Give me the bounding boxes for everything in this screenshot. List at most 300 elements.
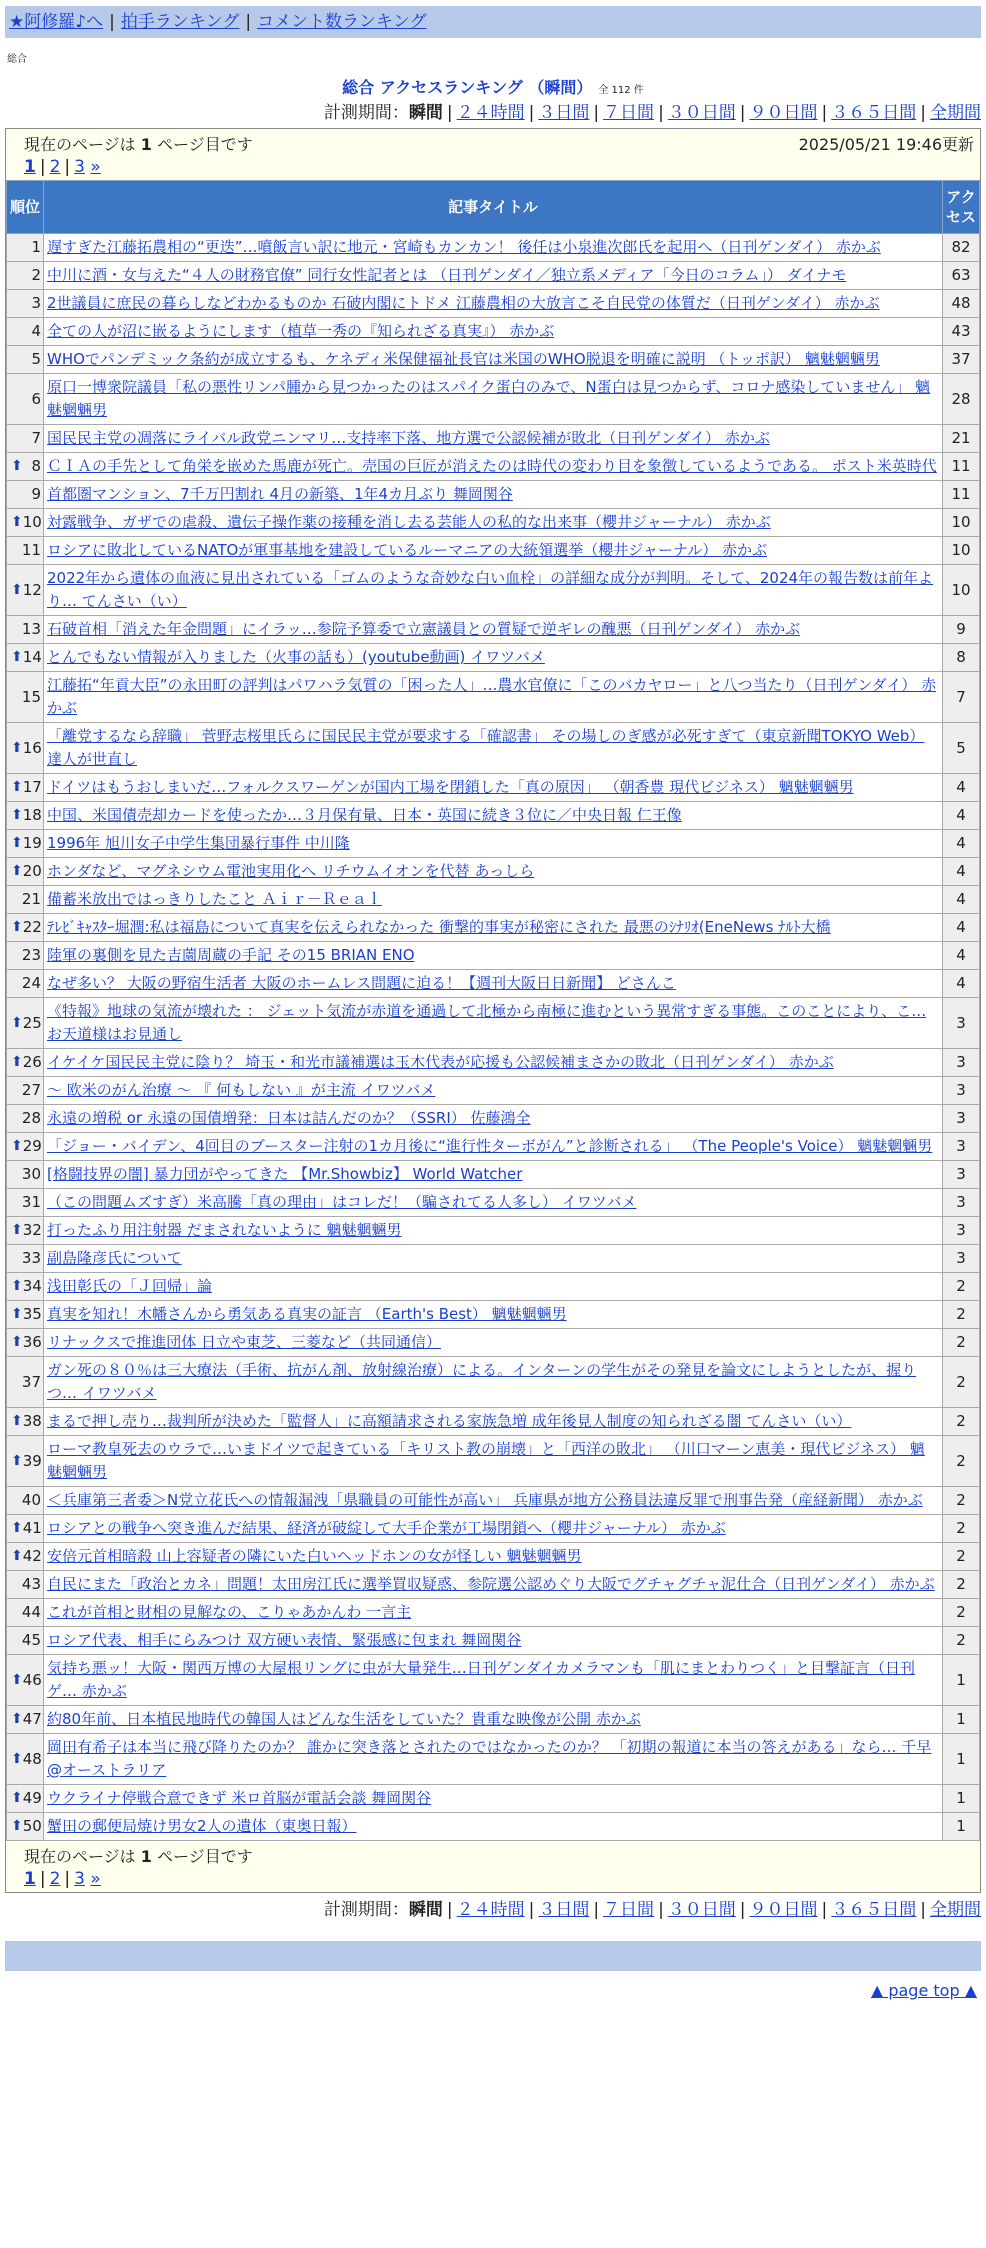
title-cell — [44, 802, 943, 830]
rank-cell — [7, 1133, 44, 1161]
rank-cell — [7, 616, 44, 644]
rank-up-arrow-icon: ⬆ — [11, 514, 23, 530]
article-link[interactable]: 「離党するなら辞職」 菅野志桜里氏らに国民民主党が要求する「確認書」 その場しのぎ感が必死すぎて（東京新聞TOKYO Web） 達人が世直し — [47, 727, 925, 768]
rank-number: 7 — [31, 429, 41, 447]
table-row — [7, 998, 980, 1049]
access-count: 21 — [943, 425, 980, 453]
period-link-3[interactable]: ３０日間 — [667, 103, 736, 123]
access-count: 1 — [943, 1706, 980, 1734]
table-row — [7, 616, 980, 644]
page-heading — [5, 75, 981, 98]
rank-cell — [7, 1515, 44, 1543]
nav-link-comment-ranking[interactable]: コメント数ランキング — [257, 12, 427, 32]
col-title-header: 記事タイトル — [44, 181, 943, 234]
rank-cell — [7, 1217, 44, 1245]
access-count: 11 — [943, 453, 980, 481]
title-cell — [44, 1813, 943, 1841]
access-count: 4 — [943, 970, 980, 998]
period-link-1[interactable]: ３日間 — [538, 103, 590, 123]
period-link-4[interactable]: ９０日間 — [749, 103, 818, 123]
access-count: 2 — [943, 1543, 980, 1571]
title-cell — [44, 1436, 943, 1487]
rank-number: 32 — [22, 1221, 42, 1239]
pagination — [24, 157, 972, 177]
rank-number: 44 — [21, 1603, 41, 1621]
title-cell — [44, 318, 943, 346]
title-cell — [44, 1627, 943, 1655]
table-row — [7, 1734, 980, 1785]
article-link[interactable]: 首都圏マンション、7千万円割れ 4月の新築、1年4カ月ぶり 舞岡関谷 — [47, 485, 513, 503]
access-count: 4 — [943, 942, 980, 970]
article-link[interactable]: 全ての人が沼に嵌るようにします（植草一秀の『知られざる真実』） 赤かぶ — [47, 322, 555, 340]
access-count: 2 — [943, 1408, 980, 1436]
article-link[interactable]: 対露戦争、ガザでの虐殺、遺伝子操作薬の接種を消し去る芸能人の私的な出来事（櫻井ジャーナル） 赤かぶ — [47, 513, 771, 531]
rank-number: 17 — [22, 778, 42, 796]
page — [5, 0, 981, 2000]
table-row — [7, 1189, 980, 1217]
rank-up-arrow-icon: ⬆ — [11, 1413, 23, 1429]
table-row — [7, 830, 980, 858]
rank-cell — [7, 1813, 44, 1841]
current-page-text: 現在のページは 1 ページ目です — [24, 135, 253, 154]
title-cell — [44, 374, 943, 425]
separator: | — [528, 1900, 535, 1920]
table-row — [7, 1245, 980, 1273]
rank-number: 12 — [22, 580, 42, 599]
rank-cell — [7, 234, 44, 262]
article-link[interactable]: 江藤拓“年貢大臣”の永田町の評判はパワハラ気質の「困った人」…農水官僚に「このバカヤロー」と八つ当たり（日刊ゲンダイ） 赤かぶ — [47, 676, 937, 717]
rank-number: 9 — [31, 485, 41, 503]
article-link[interactable]: ～ 欧米のがん治療 ～ 『 何もしない 』が主流 イワツバメ — [47, 1081, 436, 1099]
rank-up-arrow-icon: ⬆ — [11, 649, 23, 665]
rank-number: 37 — [21, 1372, 41, 1391]
title-cell — [44, 346, 943, 374]
rank-number: 26 — [22, 1053, 42, 1071]
article-link[interactable]: なぜ多い？ 大阪の野宿生活者 大阪のホームレス問題に迫る！【週刊大阪日日新聞】 どさんこ — [47, 974, 676, 992]
rank-up-arrow-icon: ⬆ — [11, 739, 23, 756]
title-cell — [44, 1245, 943, 1273]
access-count: 82 — [943, 234, 980, 262]
page-link-3-bottom[interactable]: 3 — [74, 1869, 85, 1889]
article-link[interactable]: 2022年から遺体の血液に見出されている「ゴムのような奇妙な白い血栓」の詳細な成分が判明。そして、2024年の報告数は前年より… てんさい（い） — [47, 569, 934, 610]
access-count: 4 — [943, 858, 980, 886]
table-row — [7, 774, 980, 802]
rank-cell — [7, 425, 44, 453]
title-cell — [44, 565, 943, 616]
separator: | — [446, 103, 453, 123]
separator: | — [39, 157, 46, 177]
title-cell — [44, 234, 943, 262]
title-cell — [44, 1329, 943, 1357]
rank-cell — [7, 672, 44, 723]
rank-number: 16 — [22, 738, 42, 757]
rank-up-arrow-icon: ⬆ — [11, 1818, 23, 1834]
title-cell — [44, 830, 943, 858]
rank-cell — [7, 481, 44, 509]
title-cell — [44, 481, 943, 509]
page-link-1-bottom[interactable]: 1 — [24, 1869, 36, 1889]
article-link[interactable]: WHOでパンデミック条約が成立するも、ケネディ米保健福祉長官は米国のWHO脱退を明確に説明 （トッポ訳） 魑魅魍魎男 — [47, 350, 880, 368]
article-link[interactable]: ロシア代表、相手にらみつけ 双方硬い表情、緊張感に包まれ 舞岡関谷 — [47, 1631, 522, 1649]
rank-cell — [7, 830, 44, 858]
title-cell — [44, 914, 943, 942]
rank-cell — [7, 1301, 44, 1329]
rank-cell — [7, 644, 44, 672]
access-count: 3 — [943, 1217, 980, 1245]
col-rank-header: 順位 — [7, 181, 44, 234]
rank-number: 29 — [22, 1137, 42, 1155]
access-count: 8 — [943, 644, 980, 672]
article-link[interactable]: ＣＩＡの手先として角栄を嵌めた馬鹿が死亡。売国の巨匠が消えたのは時代の変わり目を象徴しているようである。 ポスト米英時代 — [47, 457, 937, 475]
title-cell — [44, 453, 943, 481]
rank-number: 13 — [21, 620, 41, 638]
title-cell — [44, 1133, 943, 1161]
table-row — [7, 1105, 980, 1133]
period-link-6[interactable]: 全期間 — [930, 103, 981, 123]
article-link[interactable]: 2世議員に庶民の暮らしなどわかるものか 石破内閣にトドメ 江藤農相の大放言こそ自民党の体質だ（日刊ゲンダイ） 赤かぶ — [47, 294, 880, 312]
title-cell — [44, 886, 943, 914]
access-count: 3 — [943, 1133, 980, 1161]
article-link[interactable]: ウクライナ停戦合意できず 米ロ首脳が電話会談 舞岡関谷 — [47, 1789, 432, 1807]
separator: | — [821, 1900, 828, 1920]
rank-up-arrow-icon: ⬆ — [11, 1306, 23, 1322]
page-top-link[interactable]: ▲ page top ▲ — [870, 1981, 977, 2000]
article-link[interactable]: これが首相と財相の見解なの、こりゃあかんわ 一言主 — [47, 1603, 412, 1621]
separator: | — [528, 103, 535, 123]
period-link-6-bottom[interactable]: 全期間 — [930, 1900, 981, 1920]
title-cell — [44, 1706, 943, 1734]
table-row — [7, 1273, 980, 1301]
rank-up-arrow-icon: ⬆ — [11, 1334, 23, 1350]
title-cell — [44, 858, 943, 886]
access-count: 5 — [943, 723, 980, 774]
rank-up-arrow-icon: ⬆ — [11, 1671, 23, 1688]
rank-up-arrow-icon: ⬆ — [11, 779, 23, 795]
title-cell — [44, 290, 943, 318]
article-link[interactable]: 中国、米国債売却カードを使ったか…３月保有量、日本・英国に続き３位に／中央日報 仁王像 — [47, 806, 682, 824]
rank-number: 6 — [31, 389, 41, 408]
title-cell — [44, 509, 943, 537]
rank-up-arrow-icon: ⬆ — [11, 1711, 23, 1727]
rank-cell — [7, 1049, 44, 1077]
title-cell — [44, 1105, 943, 1133]
title-cell — [44, 1599, 943, 1627]
access-count: 2 — [943, 1627, 980, 1655]
rank-cell — [7, 942, 44, 970]
article-link[interactable]: 岡田有希子は本当に飛び降りたのか？ 誰かに突き落とされたのではなかったのか？ 「初期の報道に本当の答えがある」なら… 千早@オーストラリア — [47, 1738, 932, 1779]
rank-cell — [7, 1655, 44, 1706]
table-row — [7, 1571, 980, 1599]
article-link[interactable]: ドイツはもうおしまいだ…フォルクスワーゲンが国内工場を閉鎖した「真の原因」 （朝香豊 現代ビジネス） 魑魅魍魎男 — [47, 778, 854, 796]
rank-number: 35 — [22, 1305, 42, 1323]
title-cell — [44, 1189, 943, 1217]
nav-link-ashura[interactable]: ★阿修羅♪へ — [9, 12, 104, 32]
access-count: 2 — [943, 1357, 980, 1408]
page-info — [6, 129, 980, 180]
separator: | — [658, 1900, 664, 1920]
title-cell — [44, 970, 943, 998]
col-access-header: アクセス — [943, 181, 980, 234]
title-cell — [44, 1543, 943, 1571]
table-row — [7, 318, 980, 346]
table-row — [7, 1515, 980, 1543]
access-count: 3 — [943, 1049, 980, 1077]
article-link[interactable]: 備蓄米放出ではっきりしたこと Ａｉｒ－Ｒｅａｌ — [47, 890, 382, 908]
table-row — [7, 886, 980, 914]
period-selector-bottom — [5, 1899, 981, 1921]
rank-cell — [7, 537, 44, 565]
article-link[interactable]: 1996年 旭川女子中学生集団暴行事件 中川隆 — [47, 834, 350, 852]
rank-number: 34 — [22, 1277, 42, 1295]
next-page-link-bottom[interactable]: » — [90, 1869, 101, 1889]
rank-cell — [7, 774, 44, 802]
access-count: 1 — [943, 1655, 980, 1706]
access-count: 2 — [943, 1436, 980, 1487]
rank-number: 11 — [21, 541, 41, 559]
rank-cell — [7, 886, 44, 914]
ranking-box — [5, 128, 981, 1893]
article-link[interactable]: 国民民主党の凋落にライバル政党ニンマリ…支持率下落、地方選で公認候補が敗北（日刊ゲンダイ） 赤かぶ — [47, 429, 770, 447]
separator: | — [593, 1900, 600, 1920]
access-count: 10 — [943, 537, 980, 565]
table-row — [7, 425, 980, 453]
rank-number: 30 — [21, 1165, 41, 1183]
title-cell — [44, 1515, 943, 1543]
rank-number: 31 — [21, 1193, 41, 1211]
rank-number: 38 — [22, 1412, 42, 1430]
rank-number: 47 — [22, 1710, 42, 1728]
rank-number: 50 — [22, 1817, 42, 1835]
table-row — [7, 1357, 980, 1408]
rank-number: 8 — [31, 457, 41, 475]
rank-up-arrow-icon: ⬆ — [11, 1014, 23, 1031]
table-row — [7, 1655, 980, 1706]
article-link[interactable]: 遅すぎた江藤拓農相の“更迭”…噴飯言い訳に地元・宮崎もカンカン！ 後任は小泉進次郎氏を起用へ（日刊ゲンダイ） 赤かぶ — [47, 238, 881, 256]
article-link[interactable]: 安倍元首相暗殺 山上容疑者の隣にいた白いヘッドホンの女が怪しい 魑魅魍魎男 — [47, 1547, 582, 1565]
article-link[interactable]: 蟹田の郵便局焼け男女2人の遺体（東奥日報） — [47, 1817, 357, 1835]
period-link-3-bottom[interactable]: ３０日間 — [667, 1900, 736, 1920]
rank-cell — [7, 453, 44, 481]
access-count: 3 — [943, 998, 980, 1049]
rank-cell — [7, 1734, 44, 1785]
rank-cell — [7, 346, 44, 374]
rank-up-arrow-icon: ⬆ — [11, 1750, 23, 1767]
rank-cell — [7, 509, 44, 537]
article-link[interactable]: [格闘技界の闇] 暴力団がやってきた 【Mr.Showbiz】 World Watcher — [47, 1165, 523, 1183]
rank-up-arrow-icon: ⬆ — [11, 807, 23, 823]
period-link-1-bottom[interactable]: ３日間 — [538, 1900, 590, 1920]
article-link[interactable]: 永遠の増税 or 永遠の国債増発：日本は詰んだのか？（SSRI） 佐藤鴻全 — [47, 1109, 531, 1127]
access-count: 3 — [943, 1189, 980, 1217]
title-cell — [44, 1571, 943, 1599]
period-link-5[interactable]: ３６５日間 — [831, 103, 917, 123]
table-row — [7, 1543, 980, 1571]
rank-up-arrow-icon: ⬆ — [11, 1790, 23, 1806]
rank-number: 25 — [22, 1013, 42, 1032]
nav-link-clap-ranking[interactable]: 拍手ランキング — [120, 12, 240, 32]
article-link[interactable]: （この問題ムズすぎ）米高騰「真の理由」はコレだ！（騙されてる人多し） イワツバメ — [47, 1193, 637, 1211]
period-current-bottom: 瞬間 — [408, 1900, 443, 1920]
article-link[interactable]: 自民にまた「政治とカネ」問題！太田房江氏に選挙買収疑惑、参院選公認めぐり大阪でグチャグチャ泥仕合（日刊ゲンダイ） 赤かぶ — [47, 1575, 935, 1593]
table-row — [7, 1785, 980, 1813]
table-row — [7, 1436, 980, 1487]
article-link[interactable]: 浅田彰氏の「Ｊ回帰」論 — [47, 1277, 213, 1295]
title-cell — [44, 998, 943, 1049]
rank-up-arrow-icon: ⬆ — [11, 581, 23, 598]
rank-number: 28 — [21, 1109, 41, 1127]
article-link[interactable]: ローマ教皇死去のウラで…いまドイツで起きている「キリスト教の崩壊」と「西洋の敗北」 （川口マーン恵美・現代ビジネス） 魑魅魍魎男 — [47, 1440, 925, 1481]
rank-cell — [7, 1357, 44, 1408]
separator: | — [658, 103, 664, 123]
access-count: 28 — [943, 374, 980, 425]
title-cell — [44, 1077, 943, 1105]
rank-number: 46 — [22, 1670, 42, 1689]
article-link[interactable]: ロシアに敗北しているNATOが軍事基地を建設しているルーマニアの大統領選挙（櫻井ジャーナル） 赤かぶ — [47, 541, 768, 559]
category-label: 総合 — [7, 54, 27, 65]
article-link[interactable]: ガン死の８０％は三大療法（手術、抗がん剤、放射線治療）による。インターンの学生がその発見を論文にしようとしたが、握りつ… イワツバメ — [47, 1361, 917, 1402]
article-link[interactable]: ﾃﾚﾋﾞｷｬｽﾀｰ堀潤:私は福島について真実を伝えられなかった 衝撃的事実が秘密にされた 最悪のｼﾅﾘｵ(EneNews ﾅﾙﾄ大橋 — [47, 918, 831, 936]
article-link[interactable]: ホンダなど、マグネシウム電池実用化へ リチウムイオンを代替 あっしら — [47, 862, 535, 880]
period-link-0-bottom[interactable]: ２４時間 — [456, 1900, 525, 1920]
title-cell — [44, 672, 943, 723]
rank-cell — [7, 1077, 44, 1105]
table-row — [7, 537, 980, 565]
table-row — [7, 644, 980, 672]
article-link[interactable]: イケイケ国民民主党に陰り？ 埼玉・和光市議補選は玉木代表が応援も公認候補まさかの敗北（日刊ゲンダイ） 赤かぶ — [47, 1053, 834, 1071]
page-link-1[interactable]: 1 — [24, 157, 36, 177]
period-link-0[interactable]: ２４時間 — [456, 103, 525, 123]
table-row — [7, 1487, 980, 1515]
period-link-2-bottom[interactable]: ７日間 — [603, 1900, 655, 1920]
separator: | — [821, 103, 828, 123]
article-link[interactable]: ロシアとの戦争へ突き進んだ結果、経済が破綻して大手企業が工場閉鎖へ（櫻井ジャーナル） 赤かぶ — [47, 1519, 726, 1537]
article-link[interactable]: 「ジョー・バイデン、4回目のブースター注射の1カ月後に“進行性ターボがん”と診断される」 （The People's Voice） 魑魅魍魎男 — [47, 1137, 933, 1155]
rank-cell — [7, 858, 44, 886]
table-row — [7, 234, 980, 262]
access-count: 43 — [943, 318, 980, 346]
article-link[interactable]: 約80年前、日本植民地時代の韓国人はどんな生活をしていた？貴重な映像が公開 赤かぶ — [47, 1710, 641, 1728]
title-cell — [44, 616, 943, 644]
rank-number: 39 — [22, 1451, 42, 1470]
separator: | — [920, 103, 926, 123]
access-count: 3 — [943, 1161, 980, 1189]
rank-cell — [7, 565, 44, 616]
article-link[interactable]: 石破首相「消えた年金問題」にイラッ…参院予算委で立憲議員との質疑で逆ギレの醜悪（日刊ゲンダイ） 赤かぶ — [47, 620, 801, 638]
period-link-4-bottom[interactable]: ９０日間 — [749, 1900, 818, 1920]
access-count: 1 — [943, 1785, 980, 1813]
article-link[interactable]: 原口一博衆院議員「私の悪性リンパ腫から見つかったのはスパイク蛋白のみで、N蛋白は見つからず、コロナ感染していません」 魑魅魍魎男 — [47, 378, 931, 419]
rank-cell — [7, 1245, 44, 1273]
rank-up-arrow-icon: ⬆ — [11, 1222, 23, 1238]
article-link[interactable]: 気持ち悪ッ！大阪・関西万博の大屋根リングに虫が大量発生…日刊ゲンダイカメラマンも「肌にまとわりつく」と目撃証言（日刊ゲ… 赤かぶ — [47, 1659, 916, 1700]
ranking-rows — [7, 234, 980, 1841]
table-row — [7, 374, 980, 425]
rank-cell — [7, 1627, 44, 1655]
table-row — [7, 509, 980, 537]
rank-cell — [7, 1571, 44, 1599]
rank-cell — [7, 1436, 44, 1487]
rank-cell — [7, 1408, 44, 1436]
table-row — [7, 723, 980, 774]
access-count: 4 — [943, 886, 980, 914]
rank-number: 41 — [22, 1519, 42, 1537]
article-link[interactable]: リナックスで推進団体 日立や東芝、三菱など（共同通信） — [47, 1333, 442, 1351]
page-link-2-bottom[interactable]: 2 — [49, 1869, 61, 1889]
access-count: 4 — [943, 914, 980, 942]
table-row — [7, 1408, 980, 1436]
rank-number: 48 — [22, 1749, 42, 1768]
article-link[interactable]: 打ったふり用注射器 だまされないように 魑魅魍魎男 — [47, 1221, 402, 1239]
access-count: 3 — [943, 1077, 980, 1105]
rank-cell — [7, 914, 44, 942]
period-link-2[interactable]: ７日間 — [603, 103, 655, 123]
table-row — [7, 1133, 980, 1161]
article-link[interactable]: ＜兵庫第三者委＞N党立花氏への情報漏洩「県職員の可能性が高い」 兵庫県が地方公務員法違反罪で刑事告発（産経新聞） 赤かぶ — [47, 1491, 923, 1509]
title-cell — [44, 425, 943, 453]
page-link-2[interactable]: 2 — [49, 157, 61, 177]
table-row — [7, 942, 980, 970]
access-count: 2 — [943, 1487, 980, 1515]
separator: | — [920, 1900, 926, 1920]
rank-number: 14 — [22, 648, 42, 666]
article-link[interactable]: 真実を知れ！木幡さんから勇気ある真実の証言 （Earth's Best） 魑魅魍魎男 — [47, 1305, 567, 1323]
table-row — [7, 672, 980, 723]
rank-number: 42 — [22, 1547, 42, 1565]
next-page-link[interactable]: » — [90, 157, 101, 177]
title-cell — [44, 262, 943, 290]
rank-number: 23 — [21, 946, 41, 964]
access-count: 2 — [943, 1571, 980, 1599]
table-row — [7, 481, 980, 509]
period-link-5-bottom[interactable]: ３６５日間 — [831, 1900, 917, 1920]
separator: | — [64, 157, 71, 177]
rank-number: 2 — [31, 266, 41, 284]
table-row — [7, 914, 980, 942]
separator: | — [39, 1869, 46, 1889]
table-row — [7, 970, 980, 998]
article-link[interactable]: とんでもない情報が入りました（火事の話も）(youtube動画) イワツバメ — [47, 648, 545, 666]
rank-up-arrow-icon: ⬆ — [11, 919, 23, 935]
separator: | — [739, 103, 746, 123]
table-row — [7, 1301, 980, 1329]
separator: | — [593, 103, 600, 123]
article-link[interactable]: 副島隆彦氏について — [47, 1249, 182, 1267]
page-top-area — [5, 1981, 977, 2000]
bottom-bar — [5, 1941, 981, 1971]
access-count: 3 — [943, 1105, 980, 1133]
access-count: 9 — [943, 616, 980, 644]
article-link[interactable]: 陸軍の裏側を見た吉薗周蔵の手記 その15 BRIAN ENO — [47, 946, 415, 964]
article-link[interactable]: まるで押し売り…裁判所が決めた「監督人」に高額請求される家族急増 成年後見人制度の知られざる闇 てんさい（い） — [47, 1412, 852, 1430]
page-link-3[interactable]: 3 — [74, 157, 85, 177]
title-cell — [44, 1161, 943, 1189]
article-link[interactable]: 《特報》地球の気流が壊れた ： ジェット気流が赤道を通過して北極から南極に進むという異常すぎる事態。このことにより、こ… お天道様はお見通し — [47, 1002, 927, 1043]
table-row — [7, 565, 980, 616]
rank-up-arrow-icon: ⬆ — [11, 863, 23, 879]
rank-cell — [7, 262, 44, 290]
title-cell — [44, 1655, 943, 1706]
title-cell — [44, 1301, 943, 1329]
rank-number: 45 — [21, 1631, 41, 1649]
article-link[interactable]: 中川に酒・女与えた“４人の財務官僚” 同行女性記者とは （日刊ゲンダイ／独立系メディア「今日のコラム」） ダイナモ — [47, 266, 847, 284]
rank-up-arrow-icon: ⬆ — [11, 1054, 23, 1070]
period-current: 瞬間 — [408, 103, 443, 123]
rank-cell — [7, 802, 44, 830]
rank-cell — [7, 998, 44, 1049]
access-count: 4 — [943, 830, 980, 858]
rank-cell — [7, 290, 44, 318]
access-count: 48 — [943, 290, 980, 318]
